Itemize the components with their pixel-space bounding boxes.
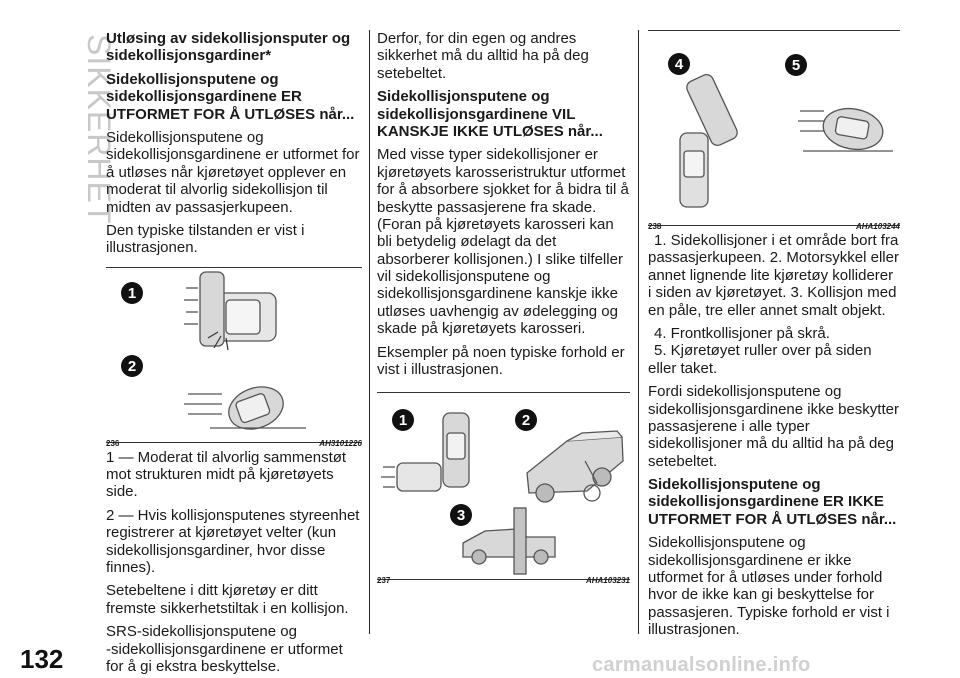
figure-237 [377, 392, 630, 586]
figure-number: 237 [377, 576, 391, 586]
figure-238 [648, 30, 900, 231]
figure-number: 236 [106, 438, 120, 448]
column-divider-1 [369, 30, 370, 634]
heading-not-designed-to-deploy: Sidekollisjonsputene og sidekollisjonsgardinene ER IKKE UTFORMET FOR Å UTLØSES når... [648, 476, 897, 528]
figure-236 [106, 267, 362, 448]
paragraph: Derfor, for din egen og andres sikkerhet må du alltid ha på deg setebeltet. [377, 30, 589, 82]
heading-may-not-deploy: Sidekollisjonsputene og sidekollisjonsgardinene VIL KANSKJE IKKE UTLØSES når... [377, 88, 603, 140]
section-tab [50, 34, 117, 225]
badge-1-label: 1 [127, 284, 137, 302]
badge-3-label: 3 [456, 507, 466, 525]
figure-237-illustration [377, 393, 630, 581]
badge-1-label: 1 [398, 412, 408, 430]
paragraph: Den typiske tilstanden er vist i illustrasjonen. [106, 221, 305, 257]
watermark: carmanualsonline.info [592, 654, 811, 676]
column-1 [106, 30, 362, 678]
paragraph: -sidekollisjonsgardinene er utformet for å gi ekstra beskyttelse. [106, 640, 343, 675]
paragraph: Fordi sidekollisjonsputene og sidekollisjonsgardinene ikke beskytter passasjerene i alle typer sidekollisjoner må du alltid ha på deg setebeltet. [648, 383, 899, 470]
badge-2-label: 2 [127, 357, 137, 375]
badge-2-label: 2 [521, 412, 531, 430]
paragraph: Eksempler på noen typiske forhold er vist i illustrasjonen. [377, 343, 625, 379]
paragraph: SRS-sidekollisjonsputene og [106, 623, 297, 641]
paragraph: 1 — Moderat til alvorlig sammenstøt mot strukturen midt på kjøretøyets side. [106, 448, 347, 501]
badge-4-label: 4 [674, 56, 684, 73]
paragraph: Med visse typer sidekollisjoner er kjøretøyets karosseristruktur utformet for å absorbere sjokket for å bidra til å beskytte passasjerene fra skade. (Foran på kjøretøyets karosseri kan bli betydelig ødelagt da det absorberer kollisjonen.) I slike tilfeller vil sidekollisjonsputene og sidekollisjonsgardinene kanskje ikke utløses uavhengig av ødelegging og skade på kjøretøyets karosseri. [377, 146, 629, 338]
figure-code: AHA103244 [855, 222, 900, 231]
heading-designed-to-deploy: Sidekollisjonsputene og sidekollisjonsgardinene ER UTFORMET FOR Å UTLØSES når... [106, 70, 355, 123]
paragraph: Sidekollisjonsputene og sidekollisjonsgardinene er ikke utformet for å utløses under forhold hvor de ikke kan gi beskyttelse for passasjeren. Typiske forhold er vist i illustrasjonen. [648, 534, 890, 639]
badge-5-label: 5 [791, 57, 801, 74]
paragraph: 1. Sidekollisjoner i et område bort fra passasjerkupeen. 2. Motorsykkel eller annet lignende lite kjøretøy kolliderer i siden av kjøretøyet. 3. Kollisjon med en påle, tre eller annet smalt objekt. [648, 232, 899, 319]
pole-collision [463, 508, 555, 574]
paragraph: Setebeltene i ditt kjøretøy er ditt fremste sikkerhetstiltak i en kollisjon. [106, 582, 349, 617]
column-divider-2 [638, 30, 639, 634]
paragraph: 2 — Hvis kollisjonsputenes styreenhet registrerer at kjøretøyet velter (kun sidekollisjonsgardiner, hvor disse finnes). [106, 506, 360, 577]
rollover-roof-car [798, 104, 893, 154]
figure-238-illustration [648, 31, 900, 227]
heading-side-airbag-deploy: Utløsing av sidekollisjonsputer og sidekollisjonsgardiner* [106, 30, 351, 65]
motorcycle-collision [527, 431, 623, 502]
figure-236-illustration [106, 268, 362, 444]
figure-code: AH3101226 [319, 438, 362, 448]
section-tab-label: SIKKERHET [81, 34, 117, 225]
rollover-car [184, 379, 306, 436]
page-number: 132 [20, 644, 64, 674]
column-3 [648, 30, 900, 645]
paragraph: Sidekollisjonsputene og sidekollisjonsgardinene er utformet for å utløses når kjøretøyet opplever en moderat til alvorlig sidekollisjon til midten av passasjerkupeen. [106, 128, 360, 216]
paragraph: 5. Kjøretøyet ruller over på siden eller taket. [648, 342, 872, 377]
column-2 [377, 30, 630, 586]
oblique-frontal-collision [680, 72, 739, 207]
figure-code: AHA103231 [585, 576, 630, 586]
paragraph: 4. Frontkollisjoner på skrå. [654, 324, 830, 342]
side-impact-car [184, 272, 276, 346]
figure-number: 238 [648, 222, 662, 231]
